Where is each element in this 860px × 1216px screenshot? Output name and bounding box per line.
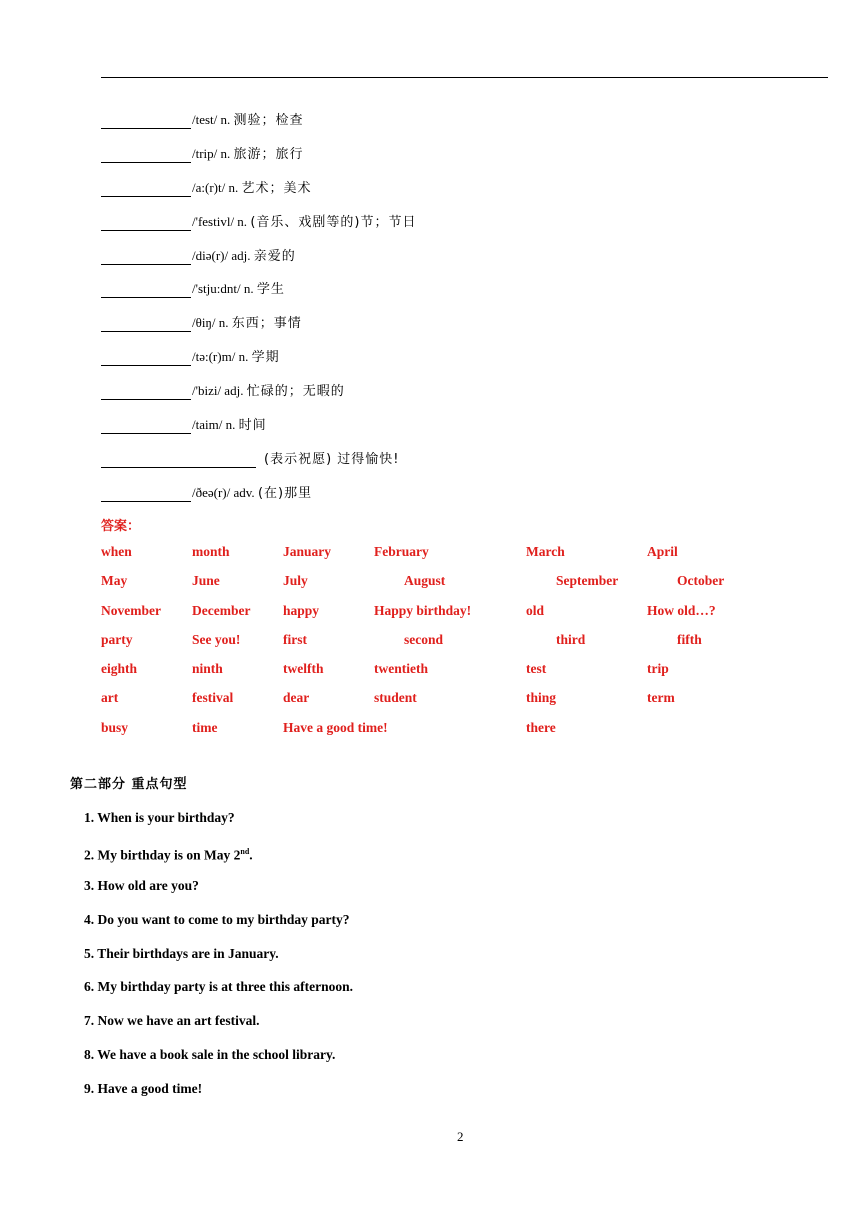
vocab-row [101,449,416,483]
answer-row [101,544,801,573]
sentence-item: 5. Their birthdays are in January. [84,945,279,961]
sentence-text: 2. My birthday is on May 2 [84,847,241,863]
answer-word: art [101,690,119,706]
answer-word: dear [283,690,310,706]
answer-word: busy [101,719,129,735]
answer-word: December [192,602,251,618]
chinese-meaning: (表示祝愿) 过得愉快! [264,451,400,467]
vocab-definition [192,178,311,199]
chinese-meaning: 东西；事情 [231,316,302,332]
answer-word: party [101,631,133,647]
answer-word: November [101,602,161,618]
sentence-item: 7. Now we have an art festival. [84,1013,260,1029]
answer-word: ninth [192,661,223,677]
vocab-row [101,144,416,178]
answer-word: trip [647,661,669,677]
vocab-row [101,415,416,449]
header-rule [101,77,828,78]
phonetic-text: /tə:(r)m/ n. [192,349,252,365]
answer-word: Happy birthday! [374,602,472,618]
answer-word: month [192,544,230,559]
answer-word: twelfth [283,661,324,677]
chinese-meaning: (音乐、戏剧等的)节；节日 [250,214,417,230]
answer-word: when [101,544,132,559]
answer-blank[interactable] [101,347,191,366]
vocab-definition [192,246,296,267]
chinese-meaning: 忙碌的；无暇的 [246,384,345,400]
answer-row [101,720,801,749]
vocab-definition [192,144,304,165]
answer-word: March [526,544,565,559]
phonetic-text: /diə(r)/ adj. [192,247,254,263]
sentence-item: 8. We have a book sale in the school library. [84,1047,336,1063]
vocab-definition [192,110,304,131]
answer-word: happy [283,602,320,618]
answer-word: August [404,573,446,589]
vocab-definition [192,415,267,436]
answer-word: festival [192,690,234,706]
vocab-list [101,110,416,517]
answer-word: How old…? [647,602,716,618]
chinese-meaning: 艺术；美术 [241,180,312,196]
chinese-meaning: 时间 [238,418,267,434]
vocab-row [101,381,416,415]
answer-word: first [283,631,307,647]
vocab-row [101,313,416,347]
answer-blank[interactable] [101,415,191,434]
ordinal-suffix: nd [240,846,250,856]
vocab-definition [192,212,416,233]
phonetic-text: /'festivl/ n. [192,213,251,229]
answer-word: fifth [677,631,702,647]
vocab-definition [192,313,302,334]
chinese-meaning: 学生 [256,282,285,298]
answer-blank[interactable] [101,110,191,129]
answer-row [101,632,801,661]
vocab-row [101,483,416,517]
answer-word: third [556,631,586,647]
sentence-item: 4. Do you want to come to my birthday party? [84,911,350,927]
answer-word: thing [526,690,557,706]
answer-word: September [556,573,619,589]
sentence-item: 6. My birthday party is at three this afternoon. [84,979,353,995]
vocab-definition [192,347,280,368]
answer-row [101,573,801,602]
answer-word: May [101,573,128,589]
answer-blank[interactable] [101,212,191,231]
answer-word: eighth [101,661,138,677]
answer-word: there [526,719,556,735]
answer-blank[interactable] [101,449,256,468]
answer-word: January [283,544,332,559]
vocab-definition [192,279,285,300]
vocab-row [101,279,416,313]
sentence-end: . [249,847,253,863]
answer-row [101,690,801,719]
answer-grid [101,544,801,749]
vocab-definition [264,449,400,470]
phonetic-text: /a:(r)t/ n. [192,179,242,195]
answer-word: October [677,573,725,589]
vocab-row [101,246,416,280]
chinese-meaning: 学期 [251,350,280,366]
page-number: 2 [457,1129,464,1144]
phonetic-text: /trip/ n. [192,145,234,161]
sentence-item: 9. Have a good time! [84,1081,203,1097]
answer-row [101,661,801,690]
answer-blank[interactable] [101,246,191,265]
vocab-definition [192,483,312,504]
chinese-meaning: 亲爱的 [253,248,296,264]
answer-blank[interactable] [101,483,191,502]
answer-word: student [374,690,417,706]
sentence-list [84,808,353,1113]
vocab-row [101,347,416,381]
answer-word: See you! [192,631,241,647]
answer-word: twentieth [374,661,428,677]
phonetic-text: /taim/ n. [192,417,239,433]
answer-word: old [526,602,545,618]
answer-blank[interactable] [101,178,191,197]
answer-blank[interactable] [101,313,191,332]
answer-word: Have a good time! [283,719,388,735]
chinese-meaning: (在)那里 [257,485,313,501]
vocab-row [101,110,416,144]
sentence-item: 3. How old are you? [84,877,199,893]
answer-word: test [526,661,547,677]
answer-blank[interactable] [101,381,191,400]
sentence-item [84,842,353,876]
answer-blank[interactable] [101,144,191,163]
answer-word: term [647,690,675,706]
phonetic-text: /ðeə(r)/ adv. [192,484,258,500]
answer-word: time [192,719,218,735]
phonetic-text: /θiŋ/ n. [192,315,232,331]
vocab-row [101,178,416,212]
answer-word: July [283,573,308,589]
vocab-row [101,212,416,246]
phonetic-text: /'bizi/ adj. [192,383,247,399]
chinese-meaning: 测验；检查 [233,113,304,128]
answer-word: June [192,573,220,589]
answer-title: 答案： [101,519,141,534]
phonetic-text: /'stju:dnt/ n. [192,281,257,297]
phonetic-text: /test/ n. [192,112,234,127]
answer-word: February [374,544,429,559]
vocab-definition [192,381,345,402]
answer-word: second [404,631,444,647]
answer-row [101,603,801,632]
section-title: 第二部分 重点句型 [70,777,188,792]
answer-word: April [647,544,678,559]
chinese-meaning: 旅游；旅行 [233,146,304,162]
answer-blank[interactable] [101,279,191,298]
sentence-item: 1. When is your birthday? [84,810,235,825]
